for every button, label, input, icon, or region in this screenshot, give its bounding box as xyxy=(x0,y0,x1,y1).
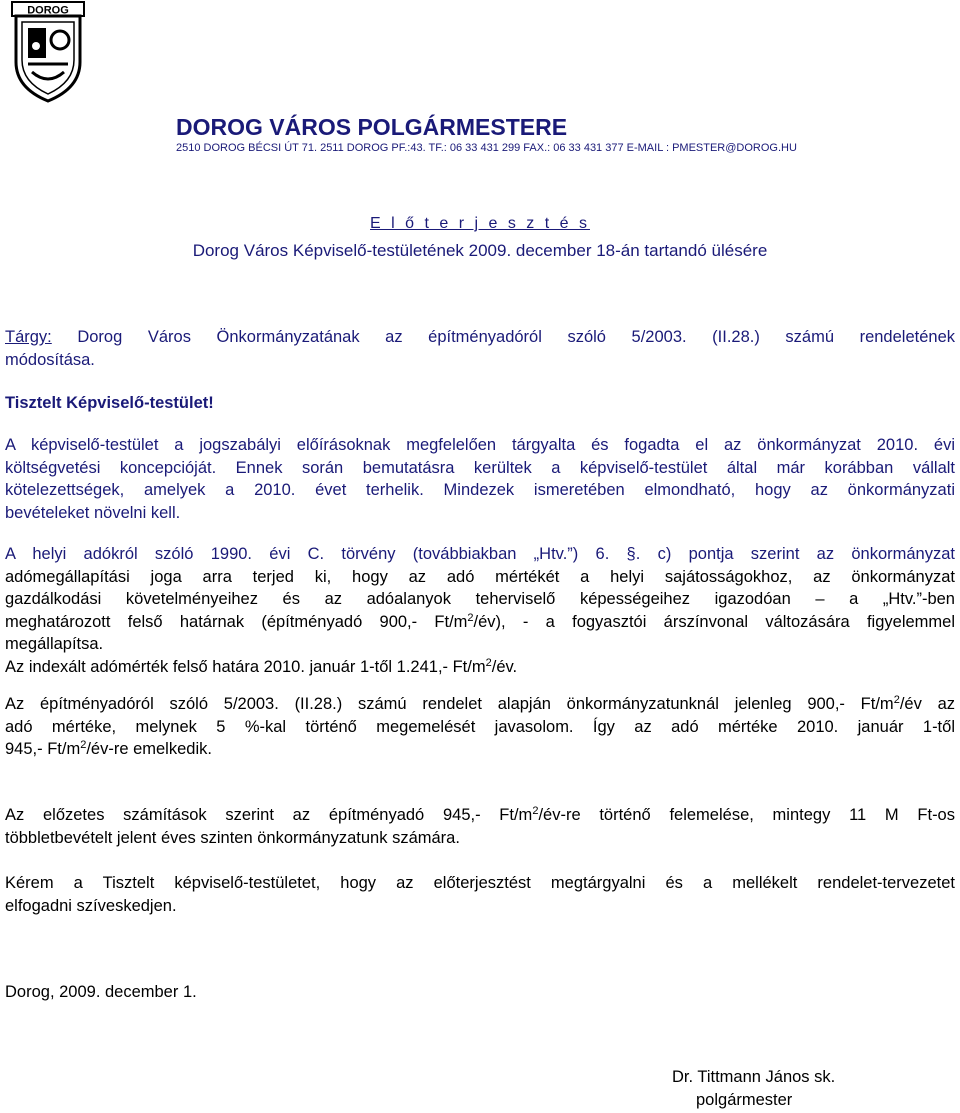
office-title: DOROG VÁROS POLGÁRMESTERE xyxy=(176,114,568,140)
p5-line: elfogadni szíveskedjen. xyxy=(5,896,177,915)
proposal-heading: E l ő t e r j e s z t é s xyxy=(370,215,590,232)
signature-block xyxy=(672,1066,835,1111)
paragraph-2 xyxy=(5,543,955,679)
p2-line: gazdálkodási követelményeihez és az adóalanyok teherviselő képességeihez igazodóan – a „Htv.”-ben xyxy=(5,590,955,609)
city-crest-logo xyxy=(6,0,90,104)
signer-name: Dr. Tittmann János sk. xyxy=(672,1068,836,1086)
paragraph-4 xyxy=(5,804,955,849)
p4-line: többletbevételt jelent éves szinten önkormányzatunk számára. xyxy=(5,828,460,847)
office-contact-address: 2510 DOROG BÉCSI ÚT 71. 2511 DOROG PF.:43. TF.: 06 33 431 299 FAX.: 06 33 431 377 E-MAIL : PMESTER@DOROG.HU xyxy=(176,142,797,154)
subject-block xyxy=(5,326,955,371)
p1-line: kötelezettségek, amelyek a 2010. évet terhelik. Mindezek ismeretében elmondható, hogy az önkormányzati xyxy=(5,481,955,500)
p1-line: A képviselő-testület a jogszabályi előírásoknak megfelelően tárgyalta és fogadta el az önkormányzat 2010. évi xyxy=(5,436,955,454)
p3-line: adó mértéke, melynek 5 %-kal történő megemelését javasolom. Így az adó mértéke 2010. január 1-től xyxy=(5,717,955,736)
paragraph-3 xyxy=(5,693,955,761)
svg-text:DOROG: DOROG xyxy=(27,4,69,17)
p1-line: költségvetési koncepcióját. Ennek során bemutatásra kerültek a képviselő-testület által már korábban vállalt xyxy=(5,458,955,477)
p5-line: Kérem a Tisztelt képviselő-testületet, hogy az előterjesztést megtárgyalni és a mellékelt rendelet-tervezetet xyxy=(5,874,955,892)
paragraph-1 xyxy=(5,434,955,524)
subject-label: Tárgy: xyxy=(5,328,52,346)
p4-line: Az előzetes számítások szerint az építményadó 945,- $Ft/m^2/év-re$ történő felemelése, mintegy 11 M Ft-os xyxy=(5,804,955,824)
paragraph-5 xyxy=(5,872,955,917)
p3-line: Az építményadóról szóló 5/2003. (II.28.) számú rendelet alapján önkormányzatunknál jelenleg 900,- $Ft/m^2/év$ az xyxy=(5,693,956,713)
meeting-line: Dorog Város Képviselő-testületének 2009. december 18-án tartandó ülésére xyxy=(192,241,768,260)
signer-title: polgármester xyxy=(696,1090,793,1109)
p1-line: bevételeket növelni kell. xyxy=(5,503,181,522)
p2-line: adómegállapítási joga arra terjed ki, hogy az adó mértékét a helyi sajátosságokhoz, az önkormányzat xyxy=(5,567,955,586)
p2-line: Az indexált adómérték felső határa 2010. január 1-től 1.241,- $Ft/m^2/év$. xyxy=(5,656,518,676)
subject-line-2: módosítása. xyxy=(5,350,95,369)
document-date: Dorog, 2009. december 1. xyxy=(5,983,197,1001)
p2-line: A helyi adókról szóló 1990. évi C. törvény (továbbiakban „Htv.”) 6. §. c) pontja szerint az önkormányzat xyxy=(5,545,955,563)
p2-line: megállapítsa. xyxy=(5,635,104,654)
p3-line: 945,- $Ft/m^2/év-re$ emelkedik. xyxy=(5,739,212,759)
p2-line: meghatározott felső határnak (építményadó 900,- $Ft/m^2/év$), - a fogyasztói árszínvonal változására figyelemmel xyxy=(5,611,955,631)
salutation: Tisztelt Képviselő-testület! xyxy=(5,394,214,412)
subject-line-1: Tárgy: Dorog Város Önkormányzatának az építményadóról szóló 5/2003. (II.28.) számú rendeletének xyxy=(5,328,955,346)
